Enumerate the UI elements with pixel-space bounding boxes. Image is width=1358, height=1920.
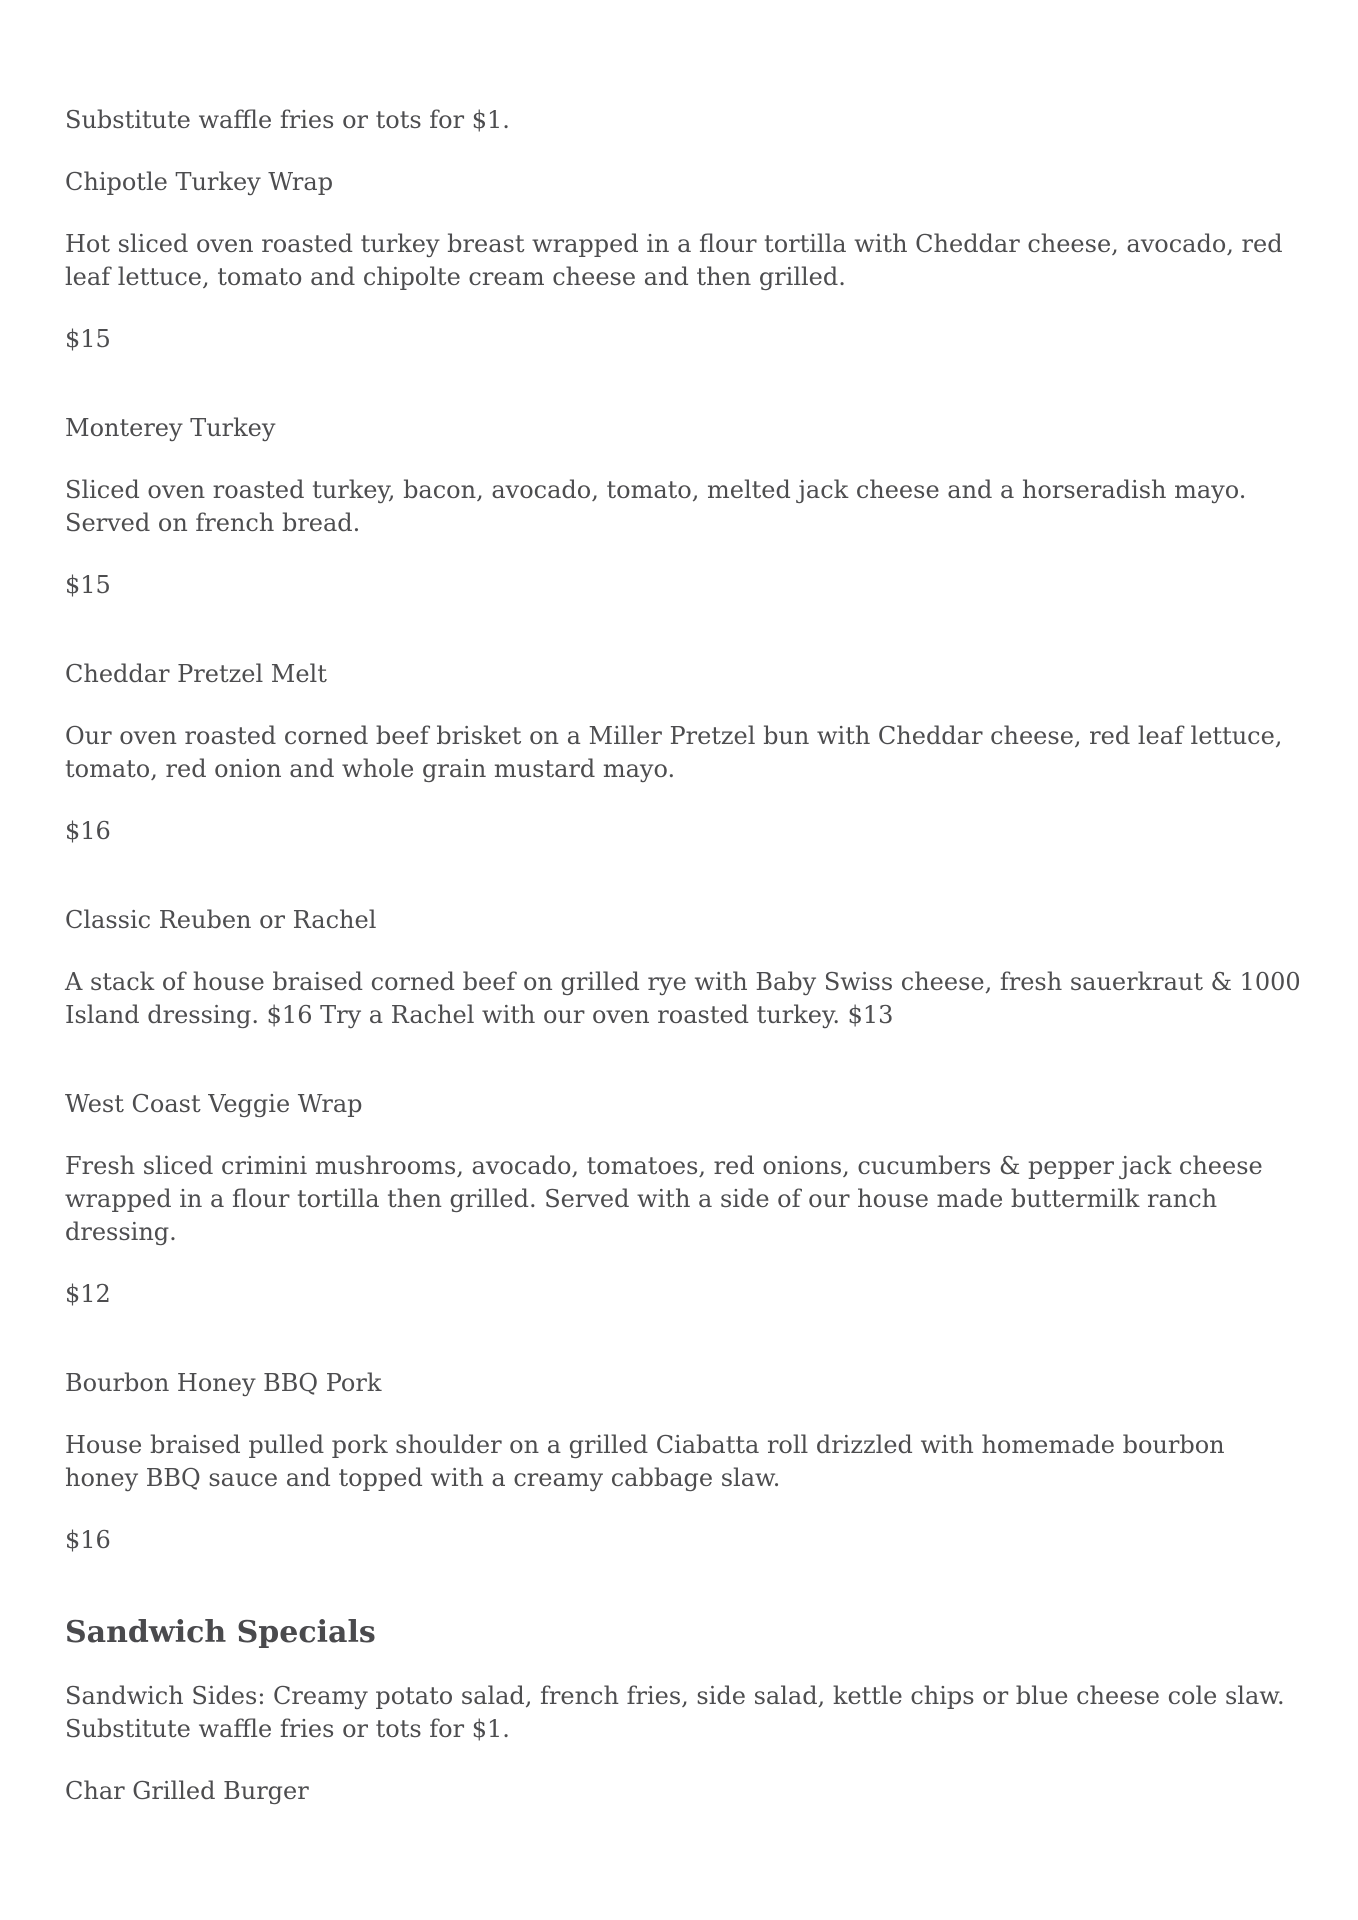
menu-item [65,166,1305,356]
item-name: Char Grilled Burger [65,1777,309,1805]
item-price: $12 [65,1280,111,1308]
menu-item [65,904,1305,1032]
item-price: $15 [65,571,111,599]
item-description: A stack of house braised corned beef on grilled rye with Baby Swiss cheese, fresh sauerkraut & 1000 Island dressing. $16 Try a Rachel with our oven roasted turkey. $13 [65,968,1301,1029]
item-description: Our oven roasted corned beef brisket on a Miller Pretzel bun with Cheddar cheese, red leaf lettuce, tomato, red onion and whole grain mustard mayo. [65,722,1283,783]
item-name: Bourbon Honey BBQ Pork [65,1369,382,1397]
menu-page [65,104,1305,1808]
item-name: Cheddar Pretzel Melt [65,660,327,688]
item-description: House braised pulled pork shoulder on a grilled Ciabatta roll drizzled with homemade bourbon honey BBQ sauce and topped with a creamy cabbage slaw. [65,1431,1225,1492]
item-price: $15 [65,325,111,353]
item-name: West Coast Veggie Wrap [65,1090,363,1118]
sides-note: Sandwich Sides: Creamy potato salad, french fries, side salad, kettle chips or blue cheese cole slaw. Substitute waffle fries or tots for $1. [65,1682,1285,1743]
item-name: Classic Reuben or Rachel [65,906,377,934]
section-heading: Sandwich Specials [65,1615,376,1650]
item-description: Hot sliced oven roasted turkey breast wrapped in a flour tortilla with Cheddar cheese, avocado, red leaf lettuce, tomato and chipolte cream cheese and then grilled. [65,230,1283,291]
item-price: $16 [65,1526,111,1554]
item-name: Monterey Turkey [65,414,276,442]
item-description: Fresh sliced crimini mushrooms, avocado, tomatoes, red onions, cucumbers & pepper jack cheese wrapped in a flour tortilla then grilled. Served with a side of our house made buttermilk ranch dressing. [65,1152,1263,1246]
menu-item [65,412,1305,602]
menu-item [65,658,1305,848]
item-name: Chipotle Turkey Wrap [65,168,334,196]
item-description: Sliced oven roasted turkey, bacon, avocado, tomato, melted jack cheese and a horseradish mayo. Served on french bread. [65,476,1247,537]
menu-item [65,1367,1305,1557]
item-price: $16 [65,817,111,845]
specials-section [65,1613,1305,1808]
menu-item [65,1088,1305,1311]
substitute-note: Substitute waffle fries or tots for $1. [65,106,510,134]
